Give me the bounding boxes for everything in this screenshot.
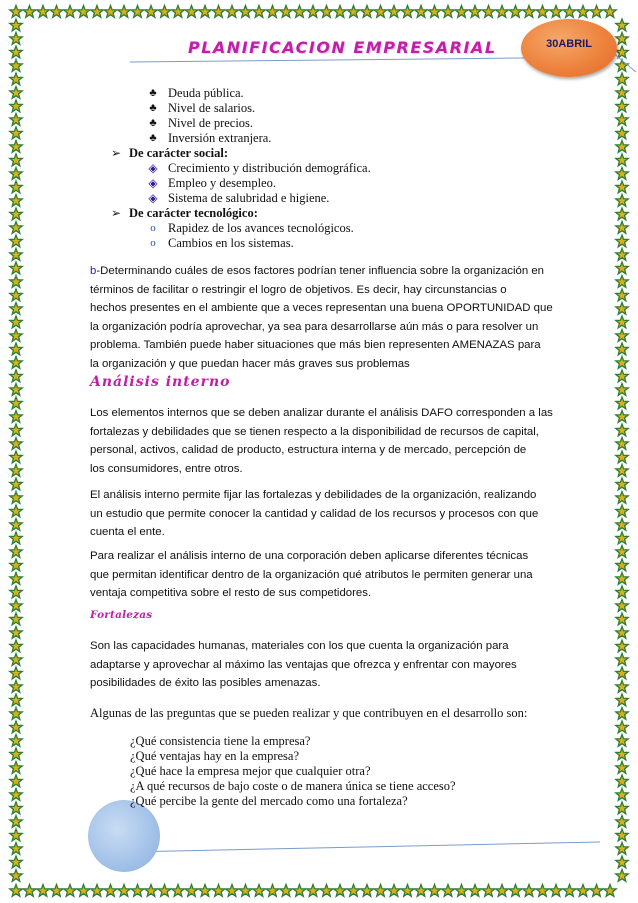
arrow-bullet-icon: ➢ <box>110 206 122 220</box>
list-item: o Rapidez de los avances tecnológicos. <box>146 221 354 237</box>
diamond-bullet-icon: ◈ <box>148 176 158 190</box>
diamond-bullet-icon: ◈ <box>148 161 158 175</box>
ring-bullet-icon: o <box>150 222 156 234</box>
question-item: ¿A qué recursos de bajo coste o de manera única se tiene acceso? <box>130 779 456 793</box>
list-item: o Cambios en los sistemas. <box>146 236 294 252</box>
paragraph-letter: b <box>90 265 97 277</box>
list-item: ♣ Nivel de salarios. <box>146 101 255 117</box>
ring-bullet-icon: o <box>150 237 156 249</box>
strengths-heading: Fortalezas <box>90 609 153 621</box>
internal-paragraph-3: Para realizar el análisis interno de una corporación deben aplicarse diferentes técnicas que permitan identificar dentro de la organización qué atributos le permiten generar una ventaja competitiva sobre el resto de sus competidores. <box>90 550 533 600</box>
technological-heading: ➢ De carácter tecnológico: <box>110 206 258 220</box>
questions-intro: Algunas de las preguntas que se pueden realizar y que contribuyen en el desarrollo son: <box>90 706 528 720</box>
club-bullet-icon: ♣ <box>149 132 157 144</box>
list-item: ♣ Inversión extranjera. <box>146 131 271 147</box>
question-item: ¿Qué ventajas hay en la empresa? <box>130 749 300 763</box>
list-item: ♣ Nivel de precios. <box>146 116 253 132</box>
internal-paragraph-2: El análisis interno permite fijar las fortalezas y debilidades de la organización, realizando un estudio que permite conocer la cantidad y calidad de los recursos y procesos con que cuenta el ente. <box>90 489 539 539</box>
question-item: ¿Qué consistencia tiene la empresa? <box>130 734 311 748</box>
date-badge <box>521 19 617 77</box>
diamond-bullet-icon: ◈ <box>148 191 158 205</box>
club-bullet-icon: ♣ <box>149 102 157 114</box>
internal-paragraph-1: Los elementos internos que se deben analizar durante el análisis DAFO corresponden a las fortalezas y debilidades que se tienen respecto a la disponibilidad de recursos de capital, personal, activos, calidad de producto, estructura interna y de mercado, percepción de los consumidores, entre otros. <box>90 407 553 475</box>
date-badge-text: 30ABRIL <box>546 38 592 50</box>
list-item: ◈ Empleo y desempleo. <box>146 176 276 192</box>
list-item: ◈ Crecimiento y distribución demográfica. <box>146 161 371 177</box>
club-bullet-icon: ♣ <box>149 117 157 129</box>
list-item: ◈ Sistema de salubridad e higiene. <box>146 191 329 207</box>
internal-analysis-heading: Análisis interno <box>90 374 231 390</box>
question-item: ¿Qué hace la empresa mejor que cualquier otra? <box>130 764 371 778</box>
social-heading: ➢ De carácter social: <box>110 146 229 160</box>
question-item: ¿Qué percibe la gente del mercado como una fortaleza? <box>130 794 408 808</box>
arrow-bullet-icon: ➢ <box>110 146 122 160</box>
paragraph-b: b-Determinando cuáles de esos factores podrían tener influencia sobre la organización en términos de facilitar o restringir el logro de objetivos. Es decir, hay circunstancias o hechos presentes en el ambiente que a veces representan una buena OPORTUNIDAD que la organización podría aprovechar, ya sea para desarrollarse aún más o para resolver un problema. También puede haber situaciones que más bien representen AMENAZAS para la organización y que puedan hacer más graves sus problemas <box>90 265 553 370</box>
strengths-paragraph: Son las capacidades humanas, materiales con los que cuenta la organización para adaptarse y aprovechar al máximo las ventajas que ofrezca y enfrentar con mayores posibilidades de éxito las posibles amenazas. <box>90 640 517 690</box>
page-title: PLANIFICACION EMPRESARIAL <box>188 38 497 57</box>
club-bullet-icon: ♣ <box>149 87 157 99</box>
decorative-circle <box>88 800 160 872</box>
list-item: ♣ Deuda pública. <box>146 86 244 102</box>
